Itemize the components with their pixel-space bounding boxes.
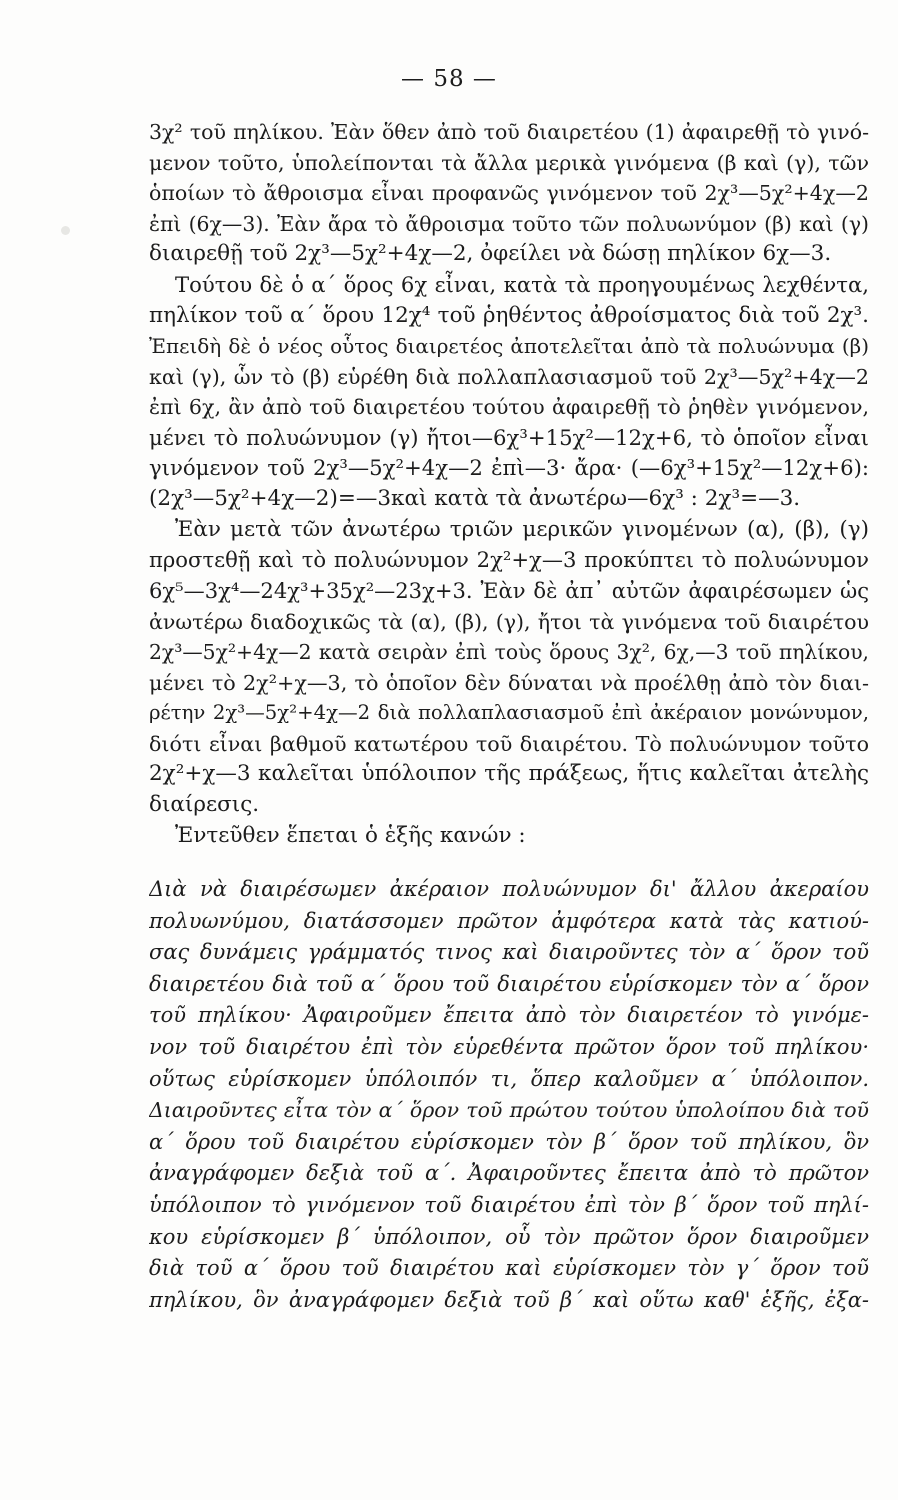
rule-line: ὑπόλοιπον τὸ γινόμενον τοῦ διαιρέτου ἐπὶ τὸν β΄ ὅρον τοῦ πηλί- <box>149 1192 869 1217</box>
rule-line: α΄ ὅρου τοῦ διαιρέτου εὑρίσκομεν τὸν β΄ ὅρον τοῦ πηλίκου, ὃν <box>149 1129 869 1154</box>
text-line: Ἐπειδὴ δὲ ὁ νέος οὗτος διαιρετέος ἀποτελεῖται ἀπὸ τὰ πολυώνυμα (β) <box>149 334 869 359</box>
text-line: ρέτην 2χ³—5χ²+4χ—2 διὰ πολλαπλασιασμοῦ ἐπὶ ἀκέραιον μονώνυμον, <box>149 701 869 725</box>
text-line: μένει τὸ 2χ²+χ—3, τὸ ὁποῖον δὲν δύναται νὰ προέλθῃ ἀπὸ τὸν διαι- <box>149 670 869 695</box>
rule-line: διαιρετέου διὰ τοῦ α΄ ὅρου τοῦ διαιρέτου εὑρίσκομεν τὸν α΄ ὅρον <box>149 971 869 996</box>
rule-line: πηλίκου, ὃν ἀναγράφομεν δεξιὰ τοῦ β΄ καὶ οὕτω καθ' ἑξῆς, ἐξα- <box>149 1287 869 1312</box>
rule-line: Διαιροῦντες εἶτα τὸν α΄ ὅρον τοῦ πρώτου τούτου ὑπολοίπου διὰ τοῦ <box>149 1098 869 1123</box>
text-line: καὶ (γ), ὧν τὸ (β) εὑρέθη διὰ πολλαπλασιασμοῦ τοῦ 2χ³—5χ²+4χ—2 <box>149 364 869 389</box>
rule-line: σας δυνάμεις γράμματός τινος καὶ διαιροῦντες τὸν α΄ ὅρον τοῦ <box>149 940 869 965</box>
text-line: 6χ⁵—3χ⁴—24χ³+35χ²—23χ+3. Ἐὰν δὲ ἀπ᾿ αὐτῶν ἀφαιρέσωμεν ὡς <box>149 577 869 603</box>
scan-speck <box>61 226 70 235</box>
text-line: γινόμενον τοῦ 2χ³—5χ²+4χ—2 ἐπὶ—3· ἄρα· (—6χ³+15χ²—12χ+6): <box>149 455 869 481</box>
text-line: διαίρεσις. <box>149 792 260 818</box>
text-line: ἐπὶ (6χ—3). Ἐὰν ἄρα τὸ ἄθροισμα τοῦτο τῶν πολυωνύμον (β) καὶ (γ) <box>149 211 869 236</box>
page-number: — 58 — <box>401 66 497 92</box>
rule-line: ἀναγράφομεν δεξιὰ τοῦ α΄. Ἀφαιροῦντες ἔπειτα ἀπὸ τὸ πρῶτον <box>149 1161 869 1186</box>
text-line: ἐπὶ 6χ, ἂν ἀπὸ τοῦ διαιρετέου τούτου ἀφαιρεθῇ τὸ ῥηθὲν γινόμενον, <box>149 395 869 420</box>
text-line: 2χ³—5χ²+4χ—2 κατὰ σειρὰν ἐπὶ τοὺς ὅρους 3χ², 6χ,—3 τοῦ πηλίκου, <box>149 640 869 665</box>
text-line: μένει τὸ πολυώνυμον (γ) ἤτοι—6χ³+15χ²—12χ+6, τὸ ὁποῖον εἶναι <box>149 424 869 450</box>
text-line: ὁποίων τὸ ἄθροισμα εἶναι προφανῶς γινόμενον τοῦ 2χ³—5χ²+4χ—2 <box>149 181 869 206</box>
text-line: (2χ³—5χ²+4χ—2)=—3καὶ κατὰ τὰ ἀνωτέρω—6χ³ : 2χ³=—3. <box>149 486 801 512</box>
text-line: Τούτου δὲ ὁ α΄ ὅρος 6χ εἶναι, κατὰ τὰ προηγουμένως λεχθέντα, <box>175 271 869 297</box>
rule-line: τοῦ πηλίκου· Ἀφαιροῦμεν ἔπειτα ἀπὸ τὸν διαιρετέον τὸ γινόμε- <box>149 1003 869 1028</box>
text-line: ἀνωτέρω διαδοχικῶς τὰ (α), (β), (γ), ἤτοι τὰ γινόμενα τοῦ διαιρέτου <box>149 609 869 634</box>
text-line: 2χ²+χ—3 καλεῖται ὑπόλοιπον τῆς πράξεως, ἥτις καλεῖται ἀτελὴς <box>149 761 869 787</box>
text-line: Ἐντεῦθεν ἕπεται ὁ ἑξῆς κανών : <box>175 822 526 848</box>
rule-line: νον τοῦ διαιρέτου ἐπὶ τὸν εὑρεθέντα πρῶτον ὅρον τοῦ πηλίκου· <box>149 1034 869 1059</box>
text-line: 3χ² τοῦ πηλίκου. Ἐὰν ὅθεν ἀπὸ τοῦ διαιρετέου (1) ἀφαιρεθῇ τὸ γινό- <box>149 120 869 144</box>
rule-line: οὕτως εὑρίσκομεν ὑπόλοιπόν τι, ὅπερ καλοῦμεν α΄ ὑπόλοιπον. <box>149 1066 869 1091</box>
text-line: διότι εἶναι βαθμοῦ κατωτέρου τοῦ διαιρέτου. Τὸ πολυώνυμον τοῦτο <box>149 731 869 756</box>
rule-line: διὰ τοῦ α΄ ὅρου τοῦ διαιρέτου καὶ εὑρίσκομεν τὸν γ΄ ὅρον τοῦ <box>149 1256 869 1281</box>
rule-line: Διὰ νὰ διαιρέσωμεν ἀκέραιον πολυώνυμον δι' ἄλλου ἀκεραίου <box>149 877 869 901</box>
body-text <box>149 117 869 851</box>
text-line: διαιρεθῇ τοῦ 2χ³—5χ²+4χ—2, ὀφείλει νὰ δώσῃ πηλίκον 6χ—3. <box>149 241 832 267</box>
text-line: μενον τοῦτο, ὑπολείπονται τὰ ἄλλα μερικὰ γινόμενα (β καὶ (γ), τῶν <box>149 150 869 175</box>
rule-line: κου εὑρίσκομεν β΄ ὑπόλοιπον, οὗ τὸν πρῶτον ὅρον διαιροῦμεν <box>149 1224 869 1249</box>
text-line: προστεθῇ καὶ τὸ πολυώνυμον 2χ²+χ—3 προκύπτει τὸ πολυώνυμον <box>149 547 869 573</box>
rule-line: πολυωνύμου, διατάσσομεν πρῶτον ἀμφότερα κατὰ τὰς κατιού- <box>149 908 869 933</box>
text-line: Ἐὰν μετὰ τῶν ἀνωτέρω τριῶν μερικῶν γινομένων (α), (β), (γ) <box>175 516 869 542</box>
division-rule <box>149 874 869 1316</box>
text-line: πηλίκον τοῦ α΄ ὅρου 12χ⁴ τοῦ ῥηθέντος ἀθροίσματος διὰ τοῦ 2χ³. <box>149 302 869 328</box>
